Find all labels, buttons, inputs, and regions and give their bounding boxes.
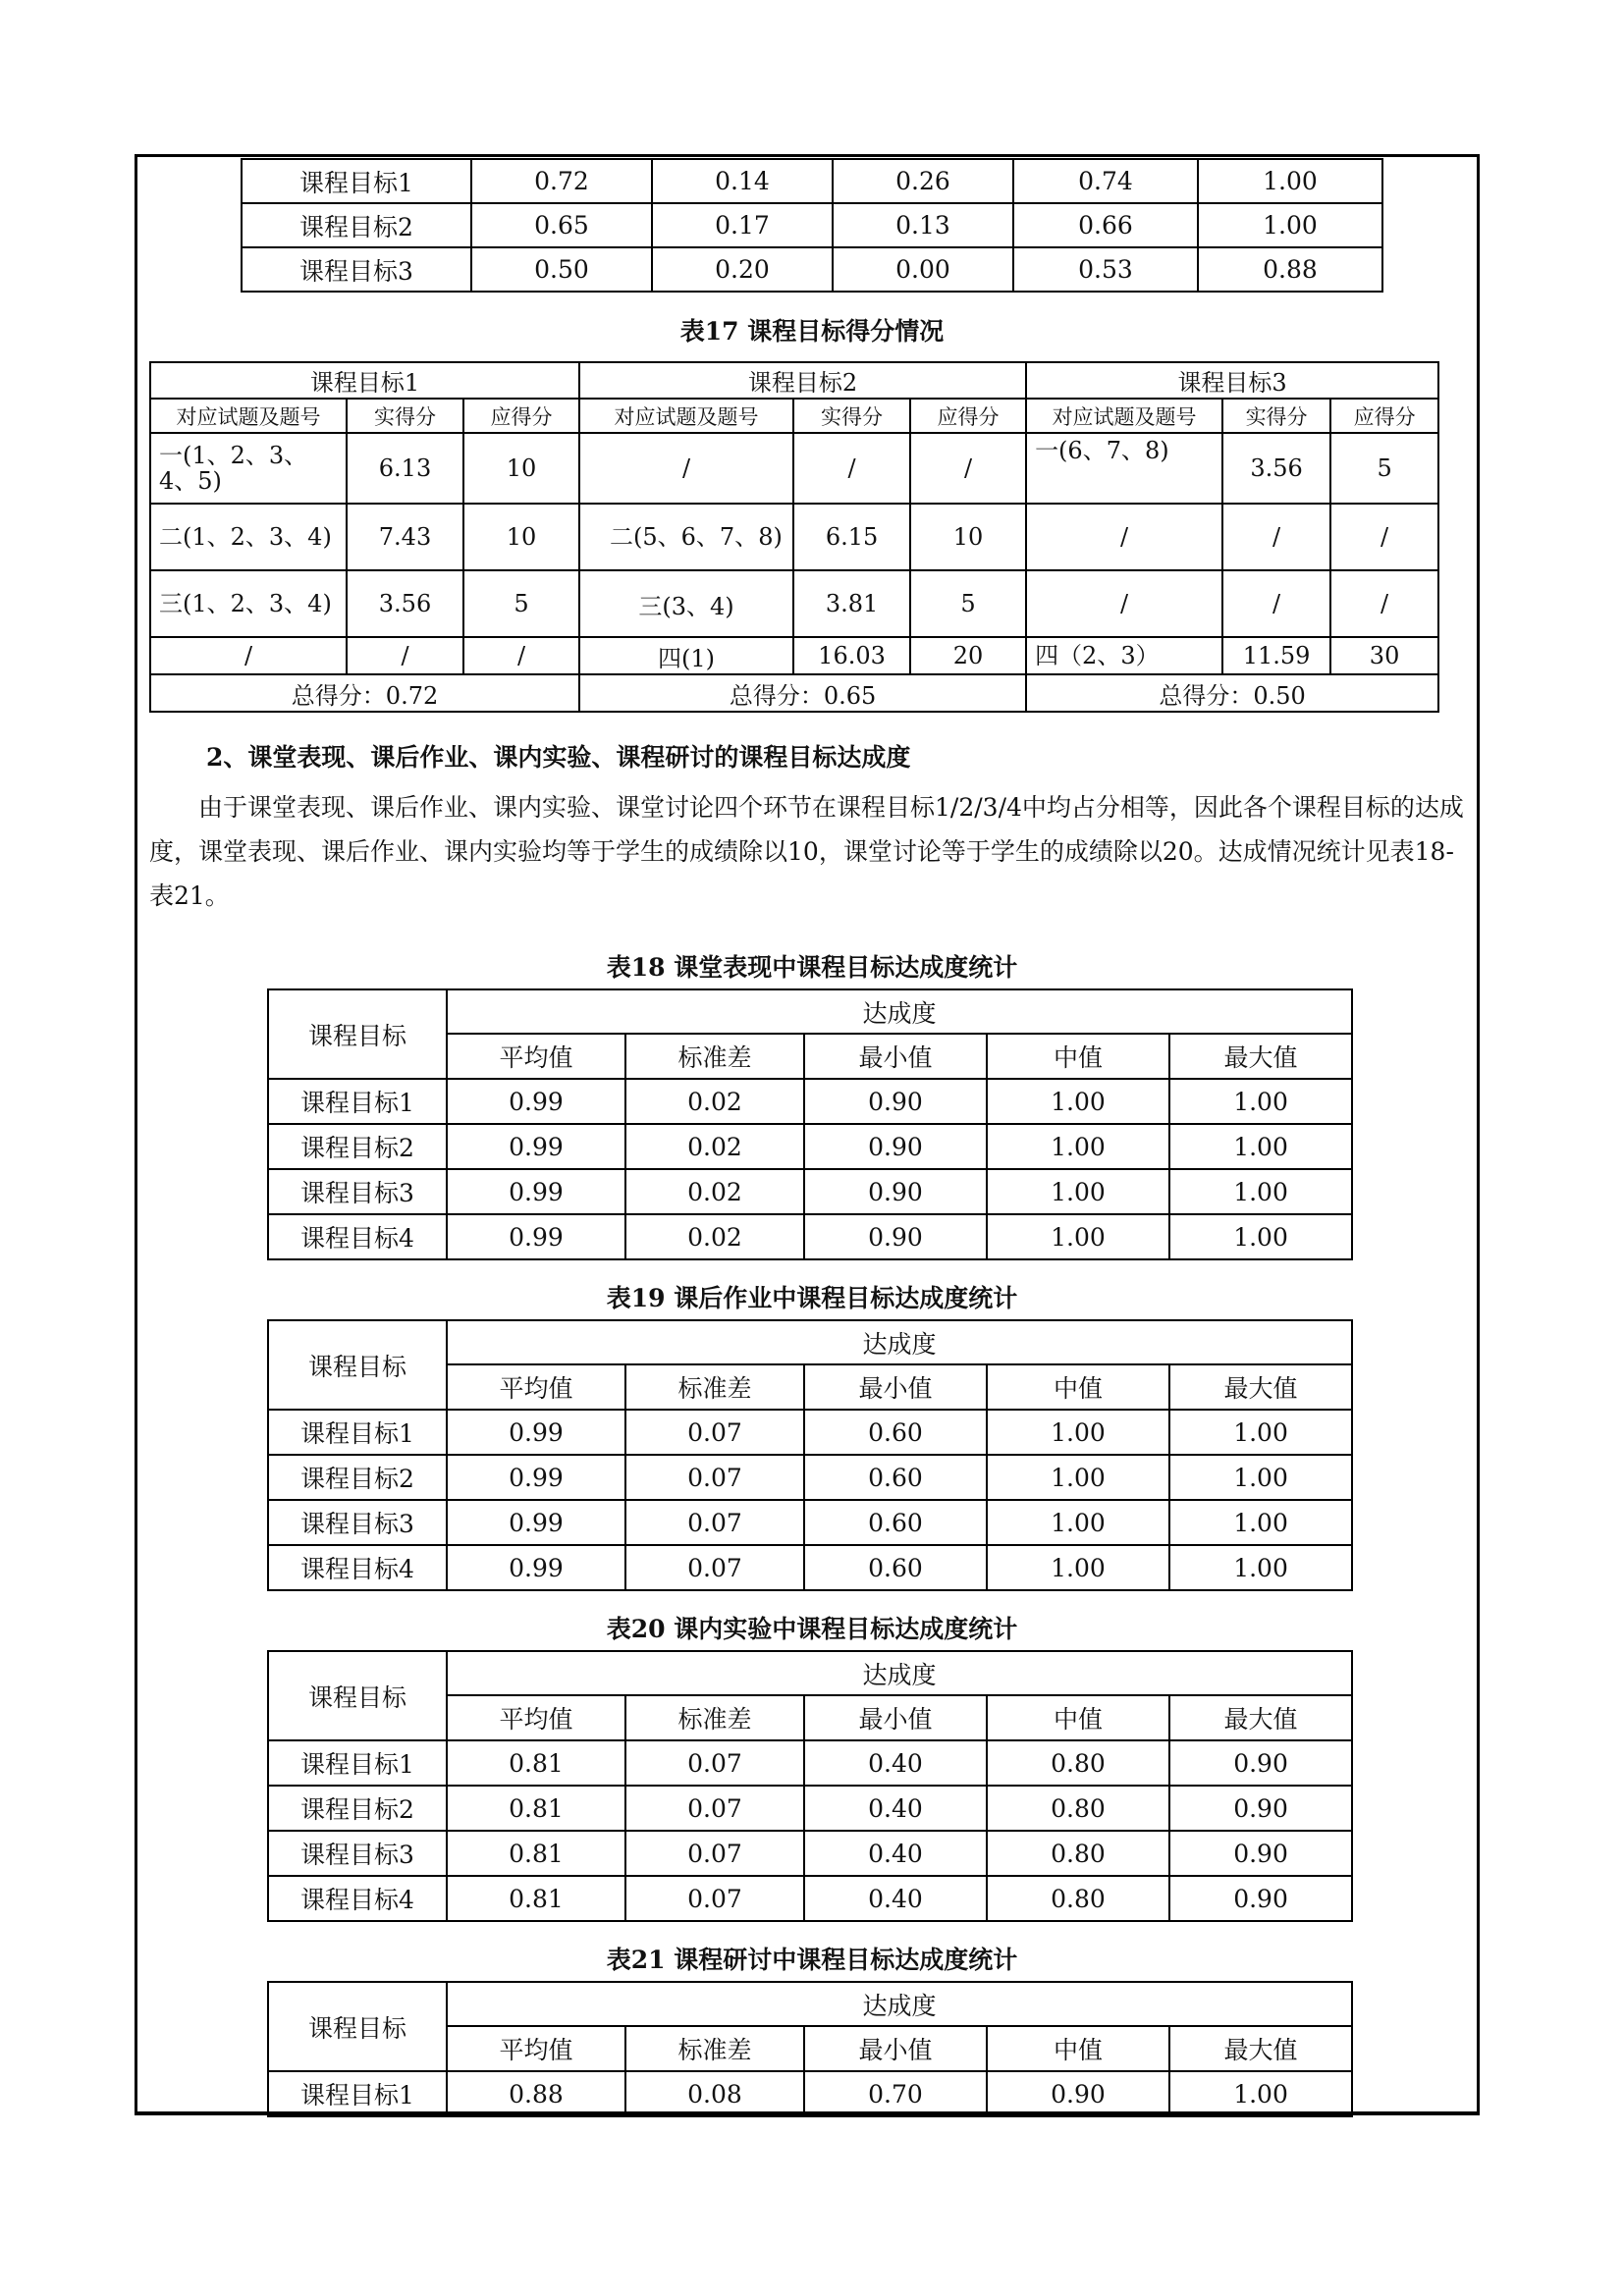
cell: 1.00 — [1198, 159, 1382, 203]
cell: 0.60 — [804, 1410, 987, 1455]
cell: 0.99 — [447, 1500, 625, 1545]
goal-header: 课程目标 — [268, 1320, 447, 1410]
sub-header: 对应试题及题号 — [579, 399, 793, 433]
cell: 1.00 — [1169, 1214, 1352, 1259]
table-row — [150, 637, 1438, 674]
table-row — [268, 1831, 1352, 1876]
section-paragraph: 由于课堂表现、课后作业、课内实验、课堂讨论四个环节在课程目标1/2/3/4中均占分相等，因此各个课程目标的达成度，课堂表现、课后作业、课内实验均等于学生的成绩除以10，课堂讨论等于学生的成绩除以20。达成情况统计见表18-表21。 — [149, 793, 1464, 910]
table-row — [150, 570, 1438, 637]
cell: 0.81 — [447, 1876, 625, 1921]
achievement-header: 达成度 — [447, 1651, 1352, 1695]
cell: 0.07 — [625, 1786, 804, 1831]
col-header-min: 最小值 — [804, 2026, 987, 2071]
header-row — [268, 1982, 1352, 2026]
cell: 0.07 — [625, 1410, 804, 1455]
cell: 0.99 — [447, 1169, 625, 1214]
cell: 0.00 — [833, 247, 1013, 292]
table-row — [268, 1214, 1352, 1259]
cell: 0.99 — [447, 1124, 625, 1169]
cell: 0.60 — [804, 1455, 987, 1500]
row-label: 课程目标4 — [268, 1545, 447, 1590]
cell: 0.88 — [447, 2071, 625, 2116]
cell: 5 — [463, 570, 579, 637]
cell: 0.02 — [625, 1169, 804, 1214]
cell: 5 — [910, 570, 1026, 637]
row-label: 课程目标3 — [268, 1169, 447, 1214]
goal-header: 课程目标 — [268, 1651, 447, 1740]
sub-header: 应得分 — [1330, 399, 1438, 433]
cell: 0.80 — [987, 1876, 1169, 1921]
total-cell: 总得分：0.72 — [150, 674, 579, 712]
table-19 — [267, 1319, 1353, 1591]
cell: 0.99 — [447, 1545, 625, 1590]
question-cell: 一(1、2、3、4、5) — [150, 433, 347, 504]
cell: 7.43 — [347, 504, 463, 570]
cell: 1.00 — [1169, 1545, 1352, 1590]
cell: / — [1330, 570, 1438, 637]
table-16-continuation — [241, 158, 1383, 293]
cell: 0.90 — [804, 1124, 987, 1169]
question-cell: / — [579, 433, 793, 504]
question-cell: / — [150, 637, 347, 674]
table-18-caption: 表18 课堂表现中课程目标达成度统计 — [606, 953, 1018, 982]
row-label: 课程目标1 — [268, 1079, 447, 1124]
cell: 1.00 — [987, 1124, 1169, 1169]
cell: 0.50 — [471, 247, 652, 292]
table-21 — [267, 1981, 1353, 2117]
table-row — [242, 159, 1382, 203]
cell: 0.02 — [625, 1079, 804, 1124]
cell: 0.81 — [447, 1740, 625, 1786]
table-row — [268, 1410, 1352, 1455]
group-header: 课程目标3 — [1026, 362, 1438, 399]
col-header-std: 标准差 — [625, 2026, 804, 2071]
col-header-median: 中值 — [987, 1034, 1169, 1079]
sub-header: 实得分 — [347, 399, 463, 433]
cell: 0.81 — [447, 1786, 625, 1831]
cell: 0.02 — [625, 1214, 804, 1259]
question-cell: 三(1、2、3、4) — [150, 570, 347, 637]
cell: 0.99 — [447, 1410, 625, 1455]
table-19-caption: 表19 课后作业中课程目标达成度统计 — [606, 1284, 1018, 1312]
col-header-median: 中值 — [987, 1695, 1169, 1740]
cell: 10 — [463, 433, 579, 504]
cell: 0.90 — [804, 1079, 987, 1124]
cell: 0.53 — [1013, 247, 1198, 292]
sub-header: 实得分 — [793, 399, 910, 433]
cell: / — [1330, 504, 1438, 570]
cell: 1.00 — [1169, 1079, 1352, 1124]
table-20-caption: 表20 课内实验中课程目标达成度统计 — [606, 1615, 1018, 1643]
cell: 0.20 — [652, 247, 833, 292]
cell: 1.00 — [987, 1079, 1169, 1124]
table-row — [268, 1124, 1352, 1169]
row-label: 课程目标1 — [268, 1410, 447, 1455]
cell: 1.00 — [1169, 1169, 1352, 1214]
table-21-caption: 表21 课程研讨中课程目标达成度统计 — [606, 1946, 1018, 1974]
cell: / — [1222, 504, 1330, 570]
col-header-min: 最小值 — [804, 1695, 987, 1740]
col-header-max: 最大值 — [1169, 1034, 1352, 1079]
cell: 0.02 — [625, 1124, 804, 1169]
cell: 0.60 — [804, 1500, 987, 1545]
table-row — [268, 1740, 1352, 1786]
col-header-mean: 平均值 — [447, 1034, 625, 1079]
cell: 0.08 — [625, 2071, 804, 2116]
cell: 20 — [910, 637, 1026, 674]
question-cell: 三(3、4) — [579, 570, 793, 637]
cell: 0.13 — [833, 203, 1013, 247]
cell: 0.81 — [447, 1831, 625, 1876]
cell: 11.59 — [1222, 637, 1330, 674]
cell: 1.00 — [987, 1214, 1169, 1259]
col-header-mean: 平均值 — [447, 1364, 625, 1410]
cell: 3.81 — [793, 570, 910, 637]
cell: 0.90 — [1169, 1831, 1352, 1876]
cell: 0.90 — [1169, 1876, 1352, 1921]
cell: 6.15 — [793, 504, 910, 570]
cell: 0.80 — [987, 1740, 1169, 1786]
cell: 1.00 — [987, 1545, 1169, 1590]
cell: / — [463, 637, 579, 674]
cell: 1.00 — [1169, 1410, 1352, 1455]
col-header-median: 中值 — [987, 2026, 1169, 2071]
sub-header: 对应试题及题号 — [150, 399, 347, 433]
cell: 0.07 — [625, 1740, 804, 1786]
row-label: 课程目标1 — [268, 1740, 447, 1786]
cell: 6.13 — [347, 433, 463, 504]
cell: 0.66 — [1013, 203, 1198, 247]
cell: 0.60 — [804, 1545, 987, 1590]
row-label: 课程目标4 — [268, 1876, 447, 1921]
question-cell: 二(1、2、3、4) — [150, 504, 347, 570]
goal-header: 课程目标 — [268, 1982, 447, 2071]
sub-header: 应得分 — [910, 399, 1026, 433]
achievement-header: 达成度 — [447, 1320, 1352, 1364]
cell: 16.03 — [793, 637, 910, 674]
cell: 0.17 — [652, 203, 833, 247]
col-header-median: 中值 — [987, 1364, 1169, 1410]
col-header-mean: 平均值 — [447, 1695, 625, 1740]
cell: 1.00 — [1169, 1500, 1352, 1545]
row-label: 课程目标1 — [242, 159, 471, 203]
sub-header: 应得分 — [463, 399, 579, 433]
cell: 0.26 — [833, 159, 1013, 203]
cell: 0.40 — [804, 1786, 987, 1831]
col-header-std: 标准差 — [625, 1695, 804, 1740]
cell: 5 — [1330, 433, 1438, 504]
cell: 1.00 — [987, 1410, 1169, 1455]
table-row — [268, 1876, 1352, 1921]
table-row — [150, 433, 1438, 504]
row-label: 课程目标2 — [268, 1124, 447, 1169]
table-18 — [267, 988, 1353, 1260]
header-row — [268, 1651, 1352, 1695]
question-cell: 二(5、6、7、8) — [579, 504, 793, 570]
col-header-max: 最大值 — [1169, 2026, 1352, 2071]
col-header-min: 最小值 — [804, 1364, 987, 1410]
row-label: 课程目标1 — [268, 2071, 447, 2116]
cell: 3.56 — [1222, 433, 1330, 504]
question-cell: 四(1) — [579, 637, 793, 674]
cell: 0.74 — [1013, 159, 1198, 203]
row-label: 课程目标2 — [242, 203, 471, 247]
table-row — [268, 1500, 1352, 1545]
cell: 0.07 — [625, 1500, 804, 1545]
row-label: 课程目标3 — [268, 1831, 447, 1876]
goal-header: 课程目标 — [268, 989, 447, 1079]
table-row — [268, 1169, 1352, 1214]
cell: 0.90 — [987, 2071, 1169, 2116]
cell: 0.80 — [987, 1786, 1169, 1831]
cell: / — [910, 433, 1026, 504]
cell: 0.70 — [804, 2071, 987, 2116]
cell: 0.14 — [652, 159, 833, 203]
cell: 0.99 — [447, 1455, 625, 1500]
row-label: 课程目标4 — [268, 1214, 447, 1259]
table-row — [268, 1455, 1352, 1500]
sub-header-row — [150, 399, 1438, 433]
cell: 3.56 — [347, 570, 463, 637]
table-row — [242, 247, 1382, 292]
sub-header: 实得分 — [1222, 399, 1330, 433]
table-row — [268, 2071, 1352, 2116]
cell: 0.07 — [625, 1831, 804, 1876]
cell: 10 — [463, 504, 579, 570]
total-cell: 总得分：0.65 — [579, 674, 1026, 712]
row-label: 课程目标2 — [268, 1455, 447, 1500]
cell: 0.88 — [1198, 247, 1382, 292]
cell: 0.99 — [447, 1214, 625, 1259]
cell: 1.00 — [1169, 2071, 1352, 2116]
cell: 0.65 — [471, 203, 652, 247]
group-header: 课程目标1 — [150, 362, 579, 399]
cell: 1.00 — [987, 1455, 1169, 1500]
cell: 0.90 — [804, 1169, 987, 1214]
group-header-row — [150, 362, 1438, 399]
cell: 30 — [1330, 637, 1438, 674]
cell: 0.80 — [987, 1831, 1169, 1876]
table-20 — [267, 1650, 1353, 1922]
sub-header: 对应试题及题号 — [1026, 399, 1222, 433]
col-header-min: 最小值 — [804, 1034, 987, 1079]
cell: 0.99 — [447, 1079, 625, 1124]
col-header-std: 标准差 — [625, 1364, 804, 1410]
col-header-mean: 平均值 — [447, 2026, 625, 2071]
group-header: 课程目标2 — [579, 362, 1026, 399]
cell: 1.00 — [1198, 203, 1382, 247]
table-row — [268, 1545, 1352, 1590]
cell: 1.00 — [987, 1500, 1169, 1545]
cell: 0.90 — [1169, 1740, 1352, 1786]
question-cell: / — [1026, 504, 1222, 570]
cell: 1.00 — [1169, 1455, 1352, 1500]
cell: 1.00 — [1169, 1124, 1352, 1169]
section-heading: 2、课堂表现、课后作业、课内实验、课程研讨的课程目标达成度 — [206, 743, 911, 772]
table-row — [150, 504, 1438, 570]
cell: 0.40 — [804, 1831, 987, 1876]
row-label: 课程目标2 — [268, 1786, 447, 1831]
cell: / — [793, 433, 910, 504]
table-row — [268, 1786, 1352, 1831]
cell: 0.72 — [471, 159, 652, 203]
achievement-header: 达成度 — [447, 1982, 1352, 2026]
cell: 0.40 — [804, 1876, 987, 1921]
table-17 — [149, 361, 1439, 713]
row-label: 课程目标3 — [242, 247, 471, 292]
cell: 1.00 — [987, 1169, 1169, 1214]
header-row — [268, 1320, 1352, 1364]
cell: 0.90 — [1169, 1786, 1352, 1831]
question-cell: 一(6、7、8) — [1026, 433, 1222, 504]
row-label: 课程目标3 — [268, 1500, 447, 1545]
table-row — [242, 203, 1382, 247]
col-header-max: 最大值 — [1169, 1695, 1352, 1740]
total-cell: 总得分：0.50 — [1026, 674, 1438, 712]
question-cell: 四（2、3） — [1026, 637, 1222, 674]
cell: 0.90 — [804, 1214, 987, 1259]
cell: 0.07 — [625, 1545, 804, 1590]
achievement-header: 达成度 — [447, 989, 1352, 1034]
question-cell: / — [1026, 570, 1222, 637]
table-row — [268, 1079, 1352, 1124]
table-17-caption: 表17 课程目标得分情况 — [679, 317, 945, 346]
col-header-std: 标准差 — [625, 1034, 804, 1079]
cell: 0.07 — [625, 1455, 804, 1500]
header-row — [268, 989, 1352, 1034]
total-row — [150, 674, 1438, 712]
cell: 0.07 — [625, 1876, 804, 1921]
col-header-max: 最大值 — [1169, 1364, 1352, 1410]
cell: / — [1222, 570, 1330, 637]
cell: 0.40 — [804, 1740, 987, 1786]
cell: / — [347, 637, 463, 674]
cell: 10 — [910, 504, 1026, 570]
